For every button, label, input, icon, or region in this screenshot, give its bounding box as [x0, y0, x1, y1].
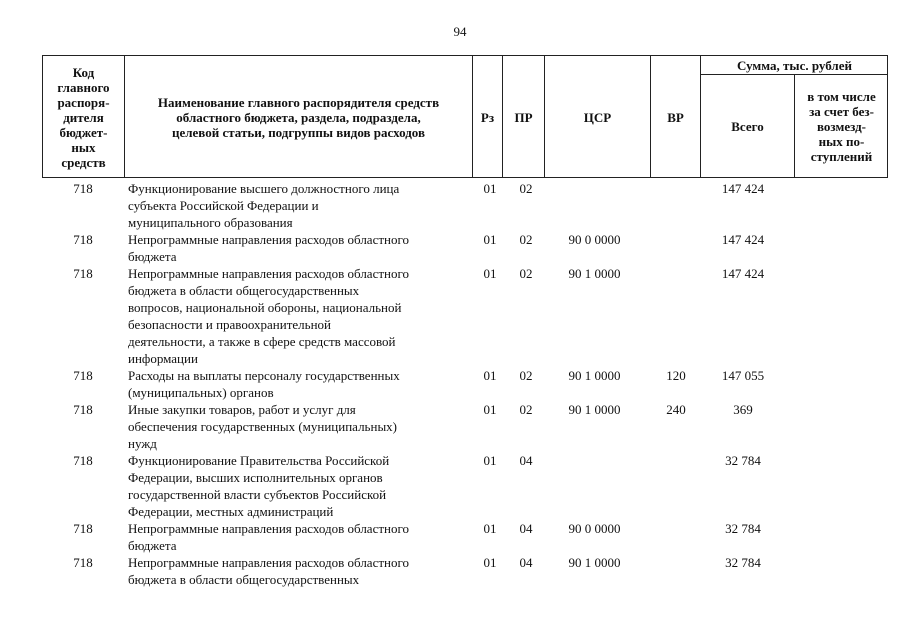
header-free-line: за счет без- — [809, 104, 874, 119]
row-name-line: государственной власти субъектов Российской — [128, 487, 387, 502]
row-csr: 90 0 0000 — [568, 232, 621, 247]
row-name-line: Федерации, местных администраций — [128, 504, 334, 519]
row-name-line: Непрограммные направления расходов областного — [128, 555, 409, 570]
header-code-line: дителя — [63, 109, 104, 125]
row-name-line: бюджета в области общегосударственных — [128, 572, 360, 587]
row-pr: 04 — [519, 521, 533, 536]
header-code-cell — [42, 55, 124, 178]
row-pr: 04 — [519, 453, 533, 468]
row-code: 718 — [73, 266, 93, 281]
row-code: 718 — [73, 402, 93, 417]
row-csr: 90 1 0000 — [568, 555, 621, 570]
row-name — [128, 265, 472, 367]
row-name-line: бюджета — [128, 538, 177, 553]
header-name-text — [158, 95, 439, 140]
row-name — [128, 401, 472, 452]
table-row — [42, 265, 888, 367]
row-name — [128, 231, 472, 265]
row-name-line: (муниципальных) органов — [128, 385, 274, 400]
row-name-line: Непрограммные направления расходов областного — [128, 266, 409, 281]
header-free-line: ных по- — [818, 134, 865, 149]
header-code-line: ных — [71, 139, 96, 155]
table-row — [42, 180, 888, 231]
header-rz-cell — [472, 55, 502, 178]
header-code-line: Код — [72, 64, 95, 80]
row-name-line: субъекта Российской Федерации и — [128, 198, 319, 213]
header-free-line: возмезд- — [817, 119, 866, 134]
row-vr: 240 — [666, 402, 686, 417]
header-code-line: бюджет- — [59, 124, 108, 140]
row-name-line: Функционирование высшего должностного лица — [128, 181, 400, 196]
row-total: 369 — [733, 402, 753, 417]
table-row — [42, 401, 888, 452]
header-code-line: средств — [61, 154, 106, 170]
header-vr-label: ВР — [667, 109, 684, 125]
row-pr: 02 — [519, 232, 533, 247]
row-name-line: Непрограммные направления расходов областного — [128, 232, 409, 247]
header-free-line: ступлений — [810, 149, 873, 164]
row-name-line: муниципального образования — [128, 215, 293, 230]
table-row — [42, 231, 888, 265]
row-total: 32 784 — [725, 555, 761, 570]
row-total: 147 424 — [721, 232, 765, 247]
row-code: 718 — [73, 555, 93, 570]
row-pr: 02 — [519, 181, 533, 196]
row-pr: 02 — [519, 368, 533, 383]
row-name-line: Федерации, высших исполнительных органов — [128, 470, 383, 485]
row-rz: 01 — [483, 181, 497, 196]
row-name-line: Непрограммные направления расходов областного — [128, 521, 409, 536]
row-name-line: деятельности, а также в сфере средств массовой — [128, 334, 396, 349]
header-total-label: Всего — [731, 119, 764, 134]
row-name-line: безопасности и правоохранительной — [128, 317, 331, 332]
row-code: 718 — [73, 232, 93, 247]
row-vr: 120 — [666, 368, 686, 383]
row-rz: 01 — [483, 453, 497, 468]
row-csr: 90 0 0000 — [568, 521, 621, 536]
header-code-text — [57, 65, 109, 170]
header-csr-label: ЦСР — [583, 109, 612, 125]
row-code: 718 — [73, 368, 93, 383]
row-csr: 90 1 0000 — [568, 368, 621, 383]
header-total-cell — [700, 74, 794, 178]
header-name-line: областного бюджета, раздела, подраздела, — [176, 109, 421, 125]
row-code: 718 — [73, 181, 93, 196]
table-row — [42, 367, 888, 401]
header-free-cell — [794, 74, 888, 178]
row-name-line: бюджета — [128, 249, 177, 264]
row-total: 32 784 — [725, 453, 761, 468]
header-name-line: целевой статьи, подгруппы видов расходов — [171, 124, 425, 140]
header-pr-cell — [502, 55, 544, 178]
row-name-line: Иные закупки товаров, работ и услуг для — [128, 402, 356, 417]
row-name-line: информации — [128, 351, 198, 366]
row-rz: 01 — [483, 402, 497, 417]
row-rz: 01 — [483, 555, 497, 570]
row-pr: 02 — [519, 402, 533, 417]
header-code-line: распоря- — [57, 94, 110, 110]
row-name-line: обеспечения государственных (муниципальных) — [128, 419, 398, 434]
page-number: 94 — [453, 24, 467, 39]
header-free-line: в том числе — [807, 89, 876, 104]
row-name-line: Расходы на выплаты персоналу государственных — [128, 368, 400, 383]
row-name — [128, 180, 472, 231]
table-row — [42, 520, 888, 554]
row-name — [128, 554, 472, 588]
row-name-line: вопросов, национальной обороны, национальной — [128, 300, 402, 315]
header-free-text — [807, 89, 876, 164]
header-rz-label: Рз — [480, 109, 495, 125]
row-name-line: нужд — [128, 436, 157, 451]
table-body — [42, 180, 888, 588]
row-csr: 90 1 0000 — [568, 266, 621, 281]
row-code: 718 — [73, 521, 93, 536]
row-total: 147 055 — [721, 368, 765, 383]
row-rz: 01 — [483, 368, 497, 383]
row-code: 718 — [73, 453, 93, 468]
row-total: 147 424 — [721, 181, 765, 196]
row-rz: 01 — [483, 266, 497, 281]
header-code-line: главного — [57, 79, 110, 95]
header-sum-label: Сумма, тыс. рублей — [737, 57, 852, 73]
row-name-line: бюджета в области общегосударственных — [128, 283, 360, 298]
row-pr: 04 — [519, 555, 533, 570]
row-name — [128, 520, 472, 554]
row-pr: 02 — [519, 266, 533, 281]
header-csr-cell — [544, 55, 650, 178]
header-vr-cell — [650, 55, 700, 178]
header-pr-label: ПР — [514, 109, 533, 125]
row-csr: 90 1 0000 — [568, 402, 621, 417]
header-name-cell — [124, 55, 472, 178]
row-name — [128, 367, 472, 401]
header-name-line: Наименование главного распорядителя средств — [157, 94, 440, 110]
row-name-line: Функционирование Правительства Российской — [128, 453, 390, 468]
table-header — [42, 55, 888, 178]
row-total: 32 784 — [725, 521, 761, 536]
row-rz: 01 — [483, 521, 497, 536]
table-row — [42, 554, 888, 588]
table-row — [42, 452, 888, 520]
header-sum-cell — [700, 55, 888, 74]
row-name — [128, 452, 472, 520]
row-rz: 01 — [483, 232, 497, 247]
row-total: 147 424 — [721, 266, 765, 281]
